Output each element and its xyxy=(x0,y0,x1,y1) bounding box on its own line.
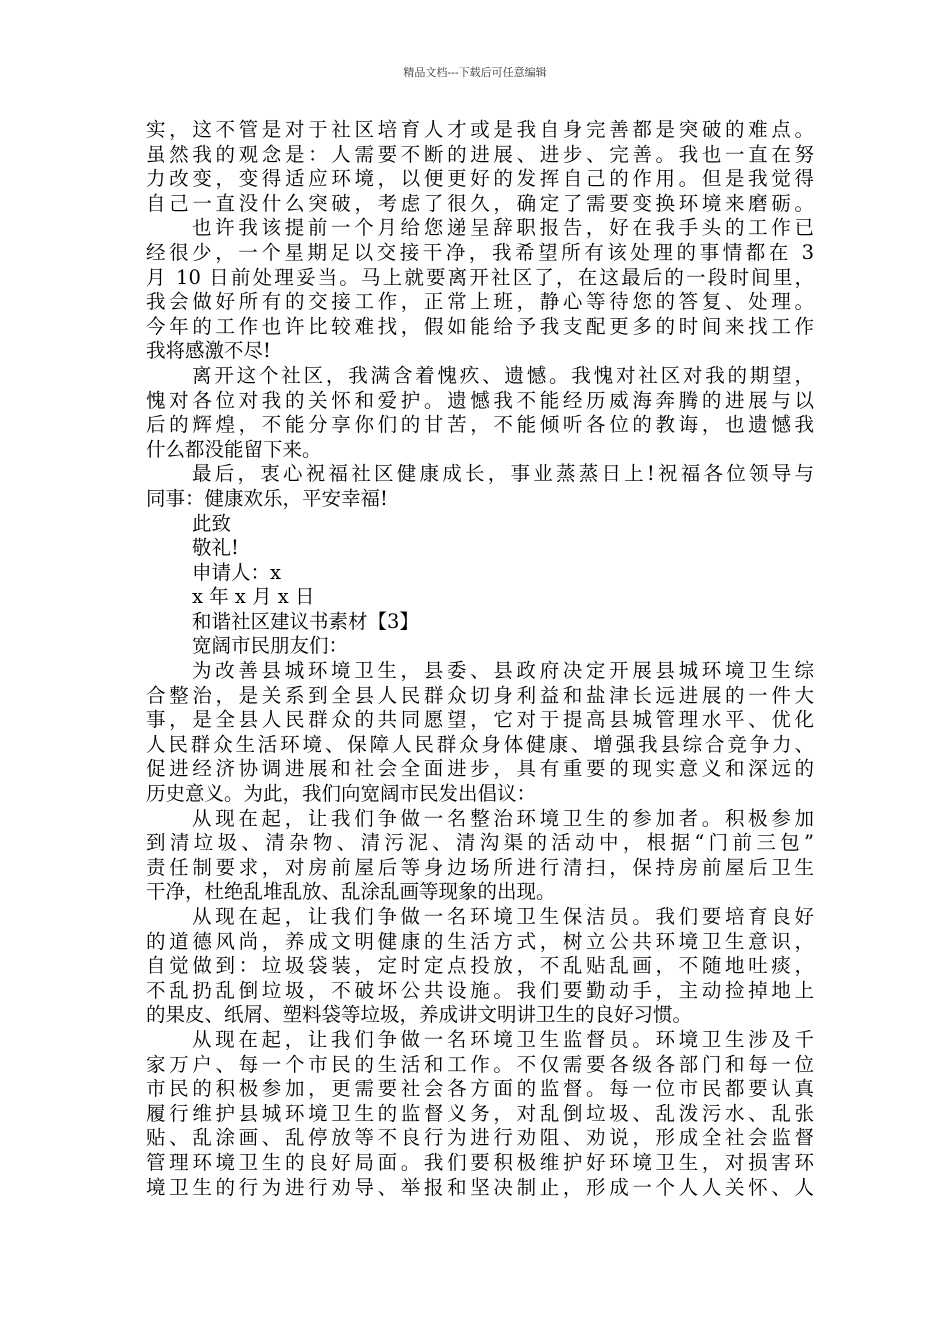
text-line: 什么都没能留下来。 xyxy=(146,437,322,461)
text-line: 也许我该提前一个月给您递呈辞职报告，好在我手头的工作已 xyxy=(192,216,814,240)
text-line: 事，是全县人民群众的共同愿望，它对于提高县城管理水平、优化 xyxy=(146,708,814,732)
text-line: 宽阔市民朋友们： xyxy=(192,634,349,658)
text-line: 后的辉煌，不能分享你们的甘苦，不能倾听各位的教诲，也遗憾我 xyxy=(146,413,814,437)
text-line: 经很少，一个星期足以交接干净，我希望所有该处理的事情都在 3 xyxy=(146,240,814,264)
text-line: 管理环境卫生的良好局面。我们要积极维护好环境卫生，对损害环 xyxy=(146,1150,814,1174)
text-line: 从现在起，让我们争做一名环境卫生保洁员。我们要培育良好 xyxy=(192,905,814,928)
text-line: 今年的工作也许比较难找，假如能给予我支配更多的时间来找工作 xyxy=(146,314,814,338)
text-line: 愧对各位对我的关怀和爱护。遗憾我不能经历威海奔腾的进展与以 xyxy=(146,388,814,412)
text-line: 家万户、每一个市民的生活和工作。不仅需要各级各部门和每一位 xyxy=(146,1052,814,1076)
text-line: x 年 x 月 x 日 xyxy=(192,585,315,609)
text-line: 虽然我的观念是：人需要不断的进展、进步、完善。我也一直在努 xyxy=(146,142,814,166)
text-line: 的道德风尚，养成文明健康的生活方式，树立公共环境卫生意识， xyxy=(146,929,814,953)
text-line: 市民的积极参加，更需要社会各方面的监督。每一位市民都要认真 xyxy=(146,1077,814,1101)
text-line: 月 10 日前处理妥当。马上就要离开社区了，在这最后的一段时间里， xyxy=(146,265,814,289)
text-line: 此致 xyxy=(192,511,232,535)
text-line: 力改变，变得适应环境，以便更好的发挥自己的作用。但是我觉得 xyxy=(146,167,814,191)
text-line: 敬礼! xyxy=(192,536,239,560)
text-line: 境卫生的行为进行劝导、举报和坚决制止，形成一个人人关怀、人 xyxy=(146,1175,814,1199)
text-line: 自己一直没什么突破，考虑了很久，确定了需要变换环境来磨砺。 xyxy=(146,191,814,215)
text-line: 促进经济协调进展和社会全面进步，具有重要的现实意义和深远的 xyxy=(146,757,814,781)
text-line: 我将感激不尽! xyxy=(146,339,271,363)
text-line: 合整治，是关系到全县人民群众切身利益和盐津长远进展的一件大 xyxy=(146,683,814,707)
text-line: 最后，衷心祝福社区健康成长，事业蒸蒸日上!祝福各位领导与 xyxy=(192,462,814,486)
text-line: 不乱扔乱倒垃圾，不破坏公共设施。我们要勤动手，主动捡掉地上 xyxy=(146,978,814,1002)
text-line: 实，这不管是对于社区培育人才或是我自身完善都是突破的难点。 xyxy=(146,118,814,141)
text-line: 和谐社区建议书素材【3】 xyxy=(192,609,419,633)
text-line: 从现在起，让我们争做一名整治环境卫生的参加者。积极参加 xyxy=(192,806,814,830)
text-line: 自觉做到：垃圾袋装，定时定点投放，不乱贴乱画，不随地吐痰， xyxy=(146,954,814,978)
text-line: 申请人：x xyxy=(192,560,281,584)
text-line: 同事：健康欢乐，平安幸福! xyxy=(146,486,388,510)
text-line: 责任制要求，对房前屋后等身边场所进行清扫，保持房前屋后卫生 xyxy=(146,855,814,879)
text-line: 履行维护县城环境卫生的监督义务，对乱倒垃圾、乱泼污水、乱张 xyxy=(146,1101,814,1125)
text-line: 历史意义。为此，我们向宽阔市民发出倡议： xyxy=(146,782,537,806)
text-line: 为改善县城环境卫生，县委、县政府决定开展县城环境卫生综 xyxy=(192,659,814,683)
text-line: 干净，杜绝乱堆乱放、乱涂乱画等现象的出现。 xyxy=(146,880,556,904)
text-line: 贴、乱涂画、乱停放等不良行为进行劝阻、劝说，形成全社会监督 xyxy=(146,1126,814,1150)
page-header: 精品文档---下载后可任意编辑 xyxy=(403,66,547,79)
text-line: 我会做好所有的交接工作，正常上班，静心等待您的答复、处理。 xyxy=(146,290,814,314)
text-line: 人民群众生活环境、保障人民群众身体健康、增强我县综合竞争力、 xyxy=(146,732,814,756)
document-body xyxy=(146,118,814,1200)
text-line: 从现在起，让我们争做一名环境卫生监督员。环境卫生涉及千 xyxy=(192,1027,814,1051)
text-line: 的果皮、纸屑、塑料袋等垃圾，养成讲文明讲卫生的良好习惯。 xyxy=(146,1003,693,1027)
text-line: 到清垃圾、清杂物、清污泥、清沟渠的活动中，根据“门前三包” xyxy=(146,831,814,855)
text-line: 离开这个社区，我满含着愧疚、遗憾。我愧对社区对我的期望， xyxy=(192,363,814,387)
